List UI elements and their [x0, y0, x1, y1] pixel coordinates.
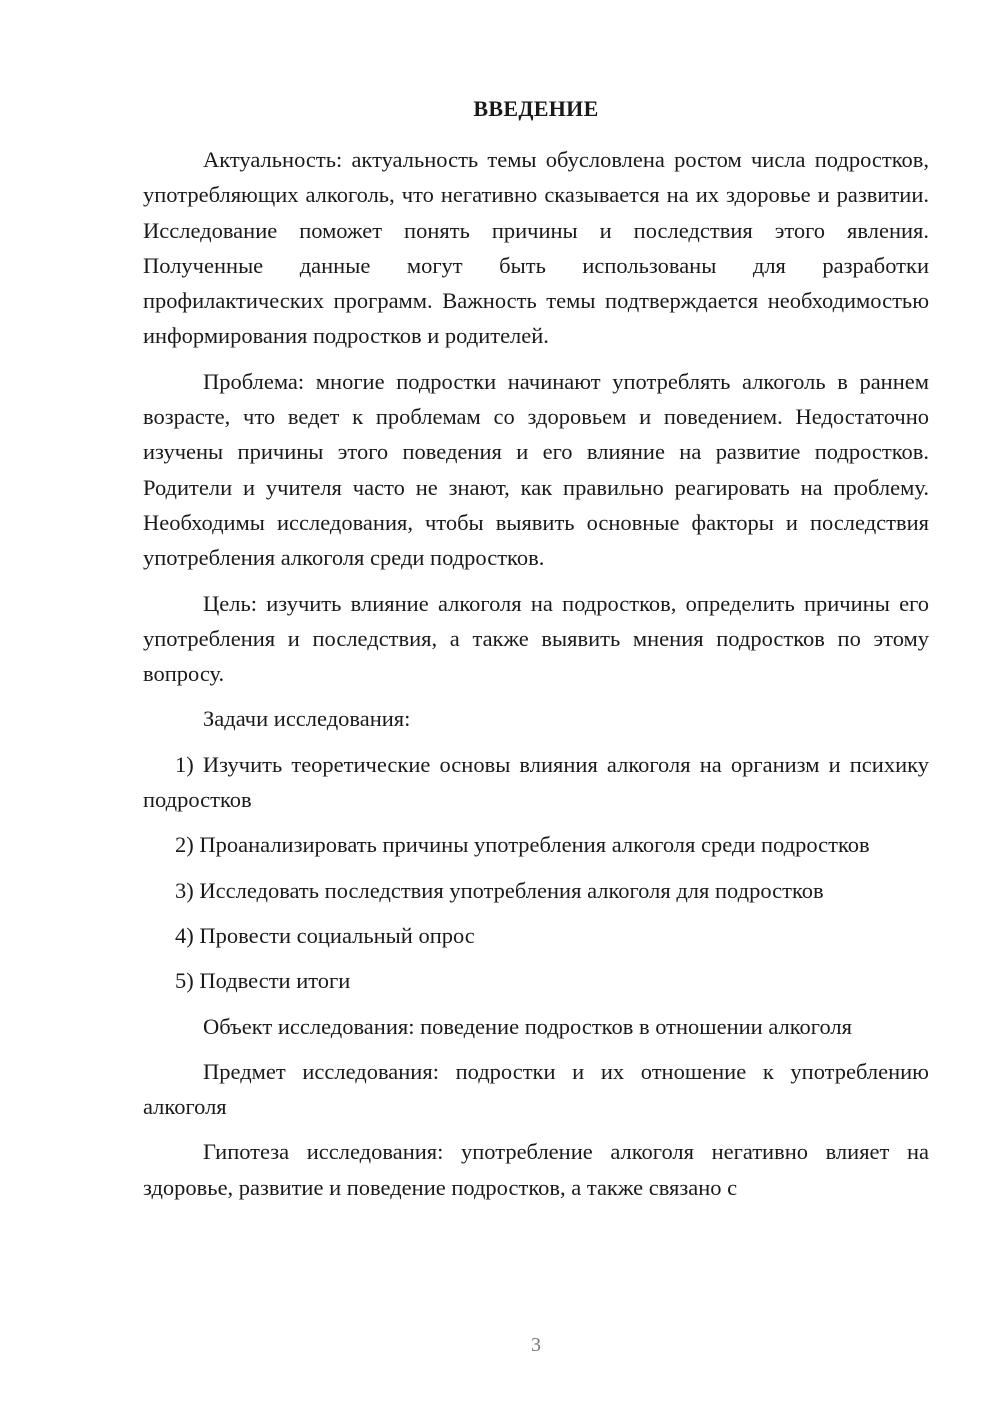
page-title: ВВЕДЕНИЕ — [473, 96, 599, 121]
paragraph-problem: Проблема: многие подростки начинают употреблять алкоголь в раннем возрасте, что ведет к проблемам со здоровьем и поведением. Недостаточно изучены причины этого поведения и его влияние на развитие подростков. Родители и учителя часто не знают, как правильно реагировать на проблему. Необходимы исследования, чтобы выявить основные факторы и последствия употребления алкоголя среди подростков. — [143, 368, 929, 571]
paragraph-relevance: Актуальность: актуальность темы обусловлена ростом числа подростков, употребляющих алкоголь, что негативно сказывается на их здоровье и развитии. Исследование поможет понять причины и последствия этого явления. Полученные данные могут быть использованы для разработки профилактических программ. Важность темы подтверждается необходимостью информирования подростков и родителей. — [143, 147, 929, 349]
task-item-5: 5) Подвести итоги — [175, 968, 351, 994]
tasks-list — [143, 747, 929, 999]
task-item-4: 4) Провести социальный опрос — [175, 922, 475, 948]
paragraph-subject: Предмет исследования: подростки и их отношение к употреблению алкоголя — [143, 1058, 929, 1120]
paragraph-goal: Цель: изучить влияние алкоголя на подростков, определить причины его употребления и последствия, а также выявить мнения подростков по этому вопросу. — [143, 590, 929, 687]
page-number: 3 — [531, 1334, 541, 1356]
document-body — [143, 142, 929, 1215]
tasks-heading: Задачи исследования: — [203, 706, 411, 732]
task-item-1: 1) Изучить теоретические основы влияния алкоголя на организм и психику подростков — [143, 751, 929, 813]
paragraph-object: Объект исследования: поведение подростков в отношении алкоголя — [203, 1013, 852, 1039]
paragraph-hypothesis: Гипотеза исследования: употребление алкоголя негативно влияет на здоровье, развитие и поведение подростков, а также связано с — [143, 1139, 929, 1200]
task-item-3: 3) Исследовать последствия употребления алкоголя для подростков — [175, 877, 824, 903]
task-item-2: 2) Проанализировать причины употребления алкоголя среди подростков — [175, 832, 870, 858]
